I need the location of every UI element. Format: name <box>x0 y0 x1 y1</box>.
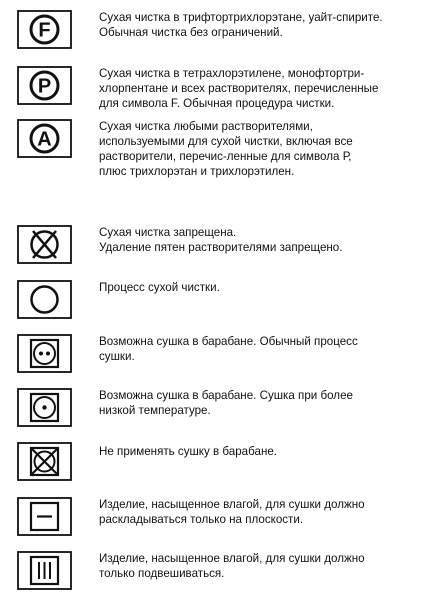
symbol-description-tumble-dry-normal: Возможна сушка в барабане. Обычный процесс сушки. <box>99 335 358 363</box>
crossed-circle-icon <box>17 225 72 264</box>
circle-icon <box>17 280 72 319</box>
no-tumble-dry-icon <box>17 442 72 481</box>
symbol-description-a: Сухая чистка любыми растворителями, используемыми для сухой чистки, включая все растворители, перечис-ленные для символа Р, плюс трихлорэтан и трихлорэтилен. <box>99 120 353 178</box>
symbol-description-dry-clean: Процесс сухой чистки. <box>99 281 220 294</box>
symbol-description-dry-clean-forbidden: Сухая чистка запрещена. Удаление пятен растворителями запрещено. <box>99 226 343 254</box>
tumble-dry-low-icon <box>17 388 72 427</box>
circle-f-letter: F <box>38 19 51 42</box>
symbol-description-p: Сухая чистка в тетрахлорэтилене, монофтортри- хлорпентане и всех растворителях, перечисленные для символа F. Обычная процедура чистки. <box>99 67 379 110</box>
symbol-description-drip-dry: Изделие, насыщенное влагой, для сушки должно только подвешиваться. <box>99 552 365 580</box>
symbol-description-no-tumble-dry: Не применять сушку в барабане. <box>99 445 278 458</box>
symbol-description-f: Сухая чистка в трифтортрихлорэтане, уайт-спирите. Обычная чистка без ограничений. <box>99 11 383 39</box>
circle-f-icon <box>17 10 72 49</box>
drip-dry-icon <box>17 551 72 590</box>
circle-a-letter: A <box>37 128 52 151</box>
dry-flat-icon <box>17 497 72 536</box>
circle-a-icon <box>17 119 72 158</box>
tumble-dry-normal-icon <box>17 334 72 373</box>
symbol-description-tumble-dry-low: Возможна сушка в барабане. Сушка при более низкой температуре. <box>99 389 353 417</box>
circle-p-icon <box>17 66 72 105</box>
symbol-description-dry-flat: Изделие, насыщенное влагой, для сушки должно раскладываться только на плоскости. <box>99 498 365 526</box>
circle-p-letter: P <box>37 75 52 98</box>
